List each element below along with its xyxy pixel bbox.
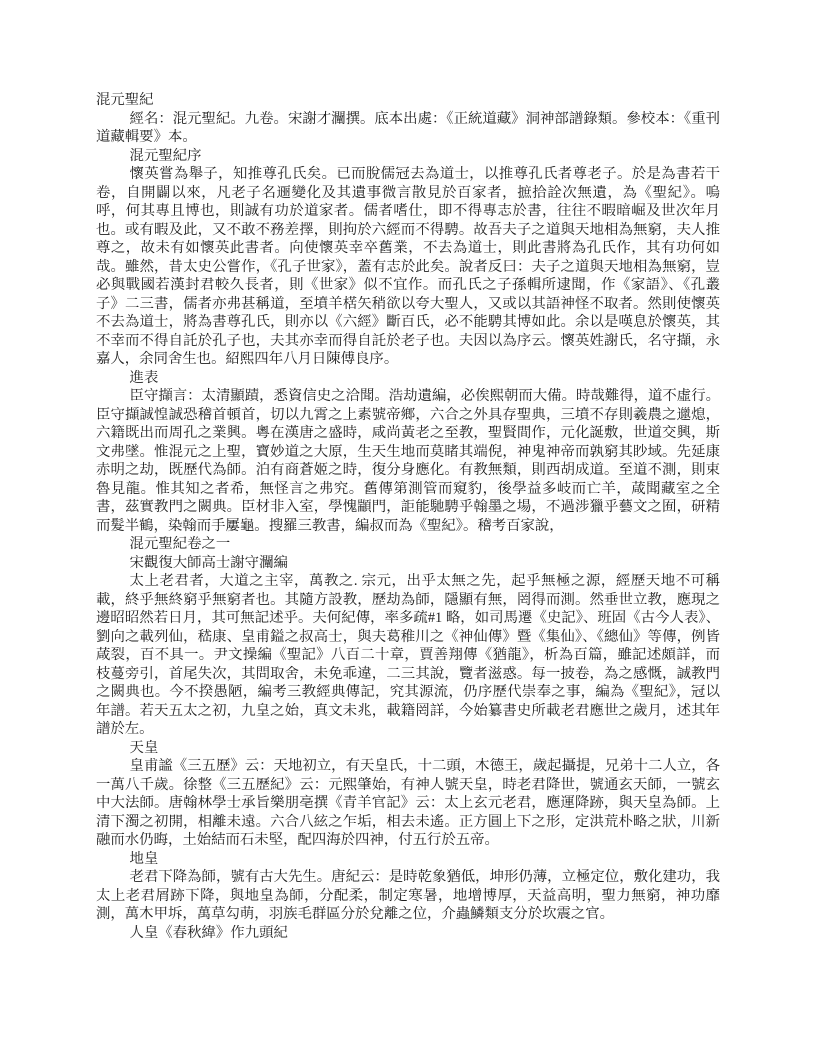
juan1-heading: 混元聖紀卷之一	[129, 536, 231, 552]
preface-heading: 混元聖紀序	[129, 147, 202, 164]
tianhuang-heading: 天皇	[129, 739, 159, 756]
dihuang-heading: 地皇	[129, 850, 159, 867]
tianhuang-paragraph: 皇甫謐《三五歷》云：天地初立，有天皇氏，十二頭，木德王，歲起攝提，兄弟十二人立，各一萬八千歲。徐整《三五歷紀》云：元熙肇始，有神人號天皇，時老君降世，號通玄天師，一號玄中大法師。唐翰林學士承旨樂朋亳撰《青羊官記》云：太上玄元老君，應運降跡，與天皇為師。上清下濁之初開，相離未遠。六合八絃之乍垢，相去未遙。正方圓上下之形，定洪荒朴略之狀，川新融而水仍晦，土始結而石未堅，配四海於四神，付五行於五帝。	[96, 758, 720, 848]
dihuang-paragraph: 老君下降為師，號有古大先生。唐紀云：是時乾象猶低，坤形仍薄，立極定位，敷化建功，我太上老君屑跡下降，與地皇為師，分配柔，制定寒暑，地增博厚，天益高明，聖力無窮，神功靡測，萬木甲坼，萬草勾萌，羽族毛群區分於兌離之位，介蟲鱗類支分於坎震之官。	[96, 869, 720, 922]
memorial-paragraph: 臣守擷言：太清顯蹟，悉資信史之洽聞。浩劫遺編，必俟熙朝而大備。時哉難得，道不虛行。臣守擷誠惶誠恐稽首頓首，切以九霄之上素號帝鄉，六合之外具存聖典，三墳不存則羲農之邋熄，六籍既出而周孔之業興。粵在漢唐之盛時，咸尚黃老之至教，聖賢間作，元化誕敷，世道交興，斯文弗墜。惟混元之上聖，寶妙道之大原，生天生地而莫睹其端倪，神鬼神帝而孰窮其眇域。先延康赤明之劫，既歷代為師。泊有商蒼姬之時，復分身應化。有教無類，則西胡成道。至道不測，則束魯見龍。惟其知之者希，無怪言之弗究。舊傳第測管而窺豹，後學益多岐而亡羊，葴聞藏室之全書，茲實教門之闕典。臣材非入室，學愧顓門，詎能馳騁乎翰墨之場，不過涉獵乎藝文之囿，研精而髮半鶴，染翰而手屢龜。搜羅三教書，編叔而為《聖紀》。稽考百家說，	[96, 388, 720, 534]
colophon-paragraph: 經名：混元聖紀。九卷。宋謝才灛撰。底本出處：《正統道藏》洞神部譜錄類。參校本：《重刊道藏輯要》本。	[96, 110, 720, 145]
editor-line: 宋觀復大師高士謝守灛編	[129, 554, 288, 571]
intro-paragraph: 太上老君者，大道之主宰，萬教之. 宗元，出乎太無之先，起乎無極之源，經歷天地不可稱載，終乎無終窮乎無窮者也。其隨方設教，歷劫為師，隱顯有無，罔得而測。然垂世立教，應現之邊昭昭然若日月，其可無記述乎。夫何紀傳，率多疏#1 略，如司馬遷《史記》、班固《古今人表》、劉向之載列仙，嵇康、皇甫鎰之叔高士，與夫葛稚川之《神仙傳》暨《集仙》、《總仙》等傳，例皆葴裂，百不具一。尹文操編《聖記》八百二十章，賈善翔傳《猶龍》，析為百篇，雖記述頗詳，而枝蔓旁引，首尾失次，其問取舍，未免乖違，二三其說，覽者滋惑。每一披卷，為之感慨，誠教門之闕典也。今不揆愚陋，編考三教經典傳記，究其源流，仍序歷代崇奉之事，編為《聖紀》，冠以年譜。若天五太之初，九皇之始，真文未兆，載籍罔詳，今始纂書史所載老君應世之歲月，述其年譜於左。	[96, 573, 720, 737]
preface-paragraph: 懷英嘗為舉子，知推尊孔氏矣。已而脫儒冠去為道士，以推尊孔氏者尊老子。於是為書若干卷，自開闢以來，凡老子名逦變化及其遺事微言散見於百家者，摭拾詮次無遺，為《聖紀》。嗚呼，何其專且博也，則誠有功於道家者。儒者嗜仕，即不得專志於書，往往不暇暗崛及世次年月也。或有暇及此，又不敢不務差擇，則拘於六經而不得騁。故吾夫子之道與天地相為無窮，夫人推尊之，故未有如懷英此書者。向使懷英幸卒舊業，不去為道士，則此書將為孔氏作，其有功何如哉。雖然，昔太史公嘗作，《孔子世家》，蓋有志於此矣。說者反曰：夫子之道與天地相為無窮，豈必與戰國若漢封君較久長者，則《世家》似不宜作。而孔氏之子孫輯所逮聞，作《家語》、《孔叢子》二三書，儒者亦弗甚稱道，至墳羊楛矢稍欲以夸大聖人，又或以其語神怪不取者。然則使懷英不去為道士，將為書尊孔氏，則亦以《六經》斷百氏，必不能騁其博如此。余以是嘆息於懷英，其不幸而不得自託於孔子也，夫其亦幸而得自託於老子也。夫因以為序云。懷英姓謝氏，名守擷，永嘉人，余同舍生也。紹熙四年八月日陳傅良序。	[96, 166, 720, 367]
doc-title: 混元聖紀	[96, 92, 154, 108]
renhuang-heading: 人皇《春秋緯》作九頭紀	[129, 924, 288, 941]
memorial-heading: 進表	[129, 369, 159, 386]
